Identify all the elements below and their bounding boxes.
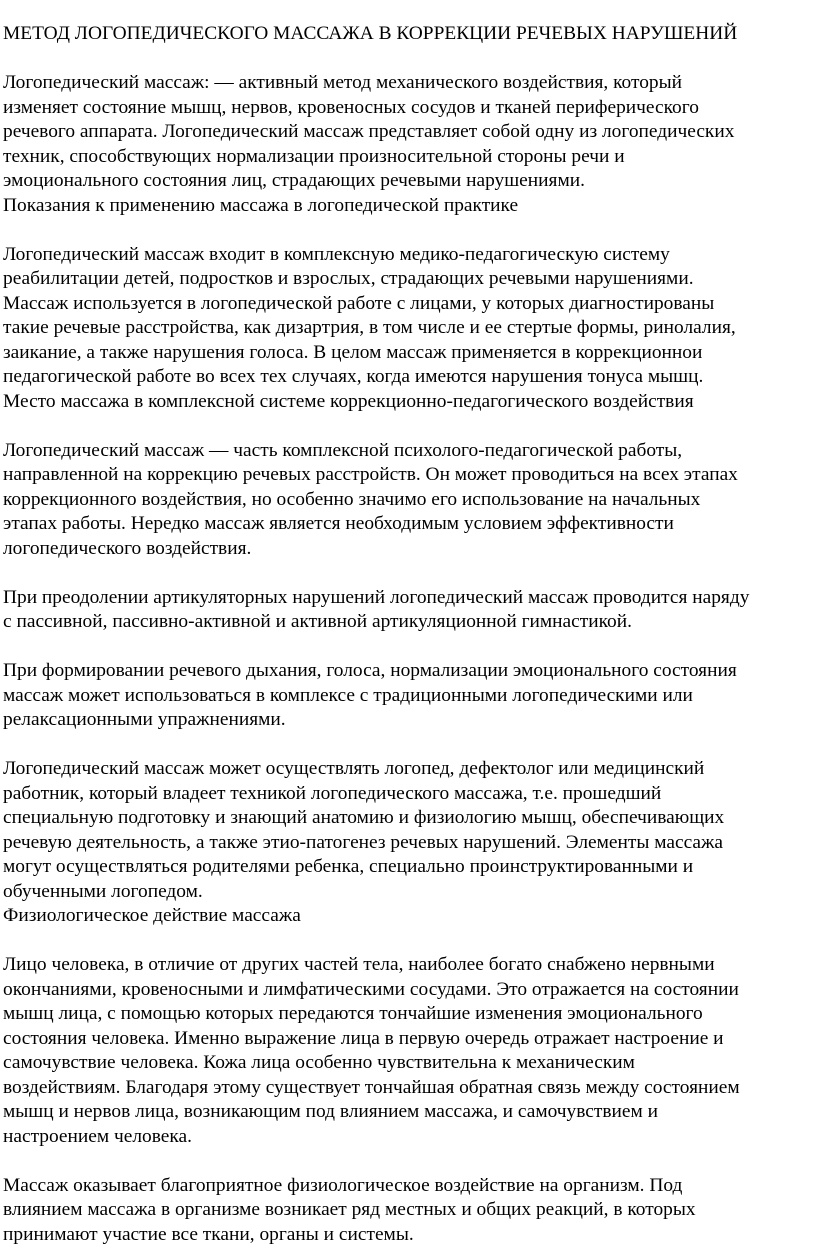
- text-line: самочувствие человека. Кожа лица особенно чувствительна к механическим: [3, 1052, 635, 1073]
- section-heading-place: Место массажа в комплексной системе коррекционно-педагогического воздействия: [3, 390, 694, 412]
- text-line: настроением человека.: [3, 1125, 192, 1147]
- text-line: массаж может использоваться в комплексе с традиционными логопедическими или: [3, 684, 693, 706]
- section-heading-physiology: Физиологическое действие массажа: [3, 905, 301, 926]
- text-line: принимают участие все ткани, органы и системы.: [3, 1223, 414, 1245]
- document-title: МЕТОД ЛОГОПЕДИЧЕСКОГО МАССАЖА В КОРРЕКЦИИ РЕЧЕВЫХ НАРУШЕНИЙ: [3, 23, 738, 44]
- text-line: влиянием массажа в организме возникает ряд местных и общих реакций, в которых: [3, 1199, 696, 1220]
- blank-line: [3, 1149, 808, 1174]
- text-line: техник, способствующих нормализации произносительной стороны речи и: [3, 145, 625, 167]
- text-line: При преодолении артикуляторных нарушений логопедический массаж проводится наряду: [3, 586, 750, 608]
- paragraph-practitioners: [3, 757, 808, 904]
- paragraph-articulation: [3, 586, 808, 635]
- text-line: заикание, а также нарушения голоса. В целом массаж применяется в коррекционнои: [3, 341, 703, 363]
- blank-line: [3, 929, 808, 954]
- paragraph-place: [3, 439, 808, 562]
- paragraph-face: [3, 953, 808, 1149]
- text-line: речевого аппарата. Логопедический массаж представляет собой одну из логопедических: [3, 121, 735, 142]
- text-line: изменяет состояние мышц, нервов, кровеносных сосудов и тканей периферического: [3, 96, 699, 118]
- blank-line: [3, 635, 808, 660]
- blank-line: [3, 414, 808, 439]
- paragraph-definition: [3, 71, 808, 194]
- section-heading-indications: Показания к применению массажа в логопедической практике: [3, 194, 519, 216]
- text-line: Лицо человека, в отличие от других частей тела, наиболее богато снабжено нервными: [3, 954, 715, 975]
- text-line: логопедического воздействия.: [3, 537, 252, 559]
- text-line: педагогической работе во всех тех случаях, когда имеются нарушения тонуса мышц.: [3, 366, 704, 387]
- paragraph-indications: [3, 243, 808, 390]
- text-line: этапах работы. Нередко массаж является необходимым условием эффективности: [3, 513, 674, 534]
- blank-line: [3, 47, 808, 72]
- text-line: Логопедический массаж входит в комплексную медико-педагогическую систему: [3, 243, 670, 265]
- text-line: специальную подготовку и знающий анатомию и физиологию мышц, обеспечивающих: [3, 807, 725, 828]
- paragraph-breathing: [3, 659, 808, 733]
- text-line: Массаж используется в логопедической работе с лицами, у которых диагностированы: [3, 292, 715, 314]
- text-line: обученными логопедом.: [3, 880, 203, 902]
- text-line: релаксационными упражнениями.: [3, 709, 286, 730]
- text-line: могут осуществляться родителями ребенка, специально проинструктированными и: [3, 856, 694, 877]
- text-line: окончаниями, кровеносными и лимфатическими сосудами. Это отражается на состоянии: [3, 978, 739, 1000]
- text-line: эмоционального состояния лиц, страдающих речевыми нарушениями.: [3, 170, 585, 191]
- text-line: Логопедический массаж может осуществлять логопед, дефектолог или медицинский: [3, 758, 705, 779]
- text-line: мышц и нервов лица, возникающим под влиянием массажа, и самочувствием и: [3, 1101, 659, 1122]
- text-line: речевую деятельность, а также этио-патогенез речевых нарушений. Элементы массажа: [3, 831, 724, 853]
- text-line: работник, который владеет техникой логопедического массажа, т.е. прошедший: [3, 782, 662, 804]
- blank-line: [3, 218, 808, 243]
- paragraph-effect: [3, 1174, 808, 1248]
- text-line: коррекционного воздействия, но особенно значимо его использование на начальных: [3, 488, 701, 510]
- blank-line: [3, 561, 808, 586]
- text-line: состояния человека. Именно выражение лица в первую очередь отражает настроение и: [3, 1027, 724, 1049]
- text-line: Массаж оказывает благоприятное физиологическое воздействие на организм. Под: [3, 1174, 683, 1196]
- text-line: реабилитации детей, подростков и взрослых, страдающих речевыми нарушениями.: [3, 268, 694, 289]
- text-line: такие речевые расстройства, как дизартрия, в том числе и ее стертые формы, ринолалия,: [3, 317, 736, 338]
- text-line: Логопедический массаж: — активный метод механического воздействия, который: [3, 72, 683, 93]
- text-line: с пассивной, пассивно-активной и активной артикуляционной гимнастикой.: [3, 611, 632, 632]
- text-line: мышц лица, с помощью которых передаются тончайшие изменения эмоционального: [3, 1003, 703, 1024]
- text-line: При формировании речевого дыхания, голоса, нормализации эмоционального состояния: [3, 660, 737, 681]
- blank-line: [3, 733, 808, 758]
- text-line: Логопедический массаж — часть комплексной психолого-педагогической работы,: [3, 439, 683, 461]
- text-line: направленной на коррекцию речевых расстройств. Он может проводиться на всех этапах: [3, 464, 738, 485]
- text-line: воздействиям. Благодаря этому существует тончайшая обратная связь между состоянием: [3, 1076, 740, 1098]
